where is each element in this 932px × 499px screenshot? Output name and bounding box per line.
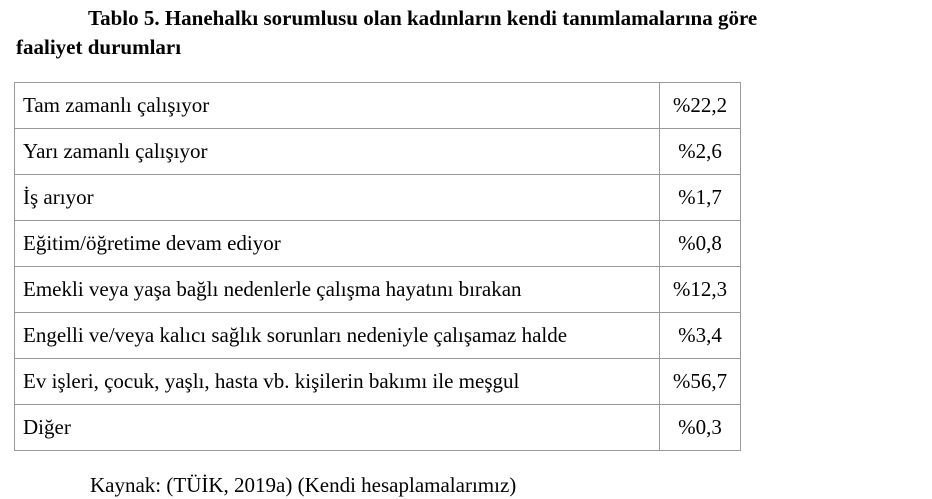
row-value: %1,7 bbox=[660, 175, 741, 221]
table-row bbox=[15, 267, 741, 313]
table-row bbox=[15, 221, 741, 267]
row-label: Emekli veya yaşa bağlı nedenlerle çalışma hayatını bırakan bbox=[15, 267, 660, 313]
row-label: Tam zamanlı çalışıyor bbox=[15, 83, 660, 129]
table-row bbox=[15, 129, 741, 175]
table-row bbox=[15, 83, 741, 129]
row-value: %2,6 bbox=[660, 129, 741, 175]
table-caption bbox=[16, 4, 916, 62]
row-value: %22,2 bbox=[660, 83, 741, 129]
row-label: Diğer bbox=[15, 405, 660, 451]
caption-text-line1: Hanehalkı sorumlusu olan kadınların kendi tanımlamalarına göre bbox=[164, 6, 758, 30]
table-row bbox=[15, 313, 741, 359]
row-label: Ev işleri, çocuk, yaşlı, hasta vb. kişilerin bakımı ile meşgul bbox=[15, 359, 660, 405]
row-value: %3,4 bbox=[660, 313, 741, 359]
table-row bbox=[15, 405, 741, 451]
source-note: Kaynak: (TÜİK, 2019a) (Kendi hesaplamalarımız) bbox=[90, 473, 517, 497]
row-label: Engelli ve/veya kalıcı sağlık sorunları nedeniyle çalışamaz halde bbox=[15, 313, 660, 359]
row-value: %0,8 bbox=[660, 221, 741, 267]
row-label: Eğitim/öğretime devam ediyor bbox=[15, 221, 660, 267]
caption-number: Tablo 5. bbox=[88, 6, 160, 30]
table-row bbox=[15, 175, 741, 221]
table-row bbox=[15, 359, 741, 405]
activity-status-table bbox=[14, 82, 741, 451]
row-value: %56,7 bbox=[660, 359, 741, 405]
row-value: %0,3 bbox=[660, 405, 741, 451]
row-value: %12,3 bbox=[660, 267, 741, 313]
row-label: Yarı zamanlı çalışıyor bbox=[15, 129, 660, 175]
row-label: İş arıyor bbox=[15, 175, 660, 221]
caption-text-line2: faaliyet durumları bbox=[16, 35, 182, 59]
